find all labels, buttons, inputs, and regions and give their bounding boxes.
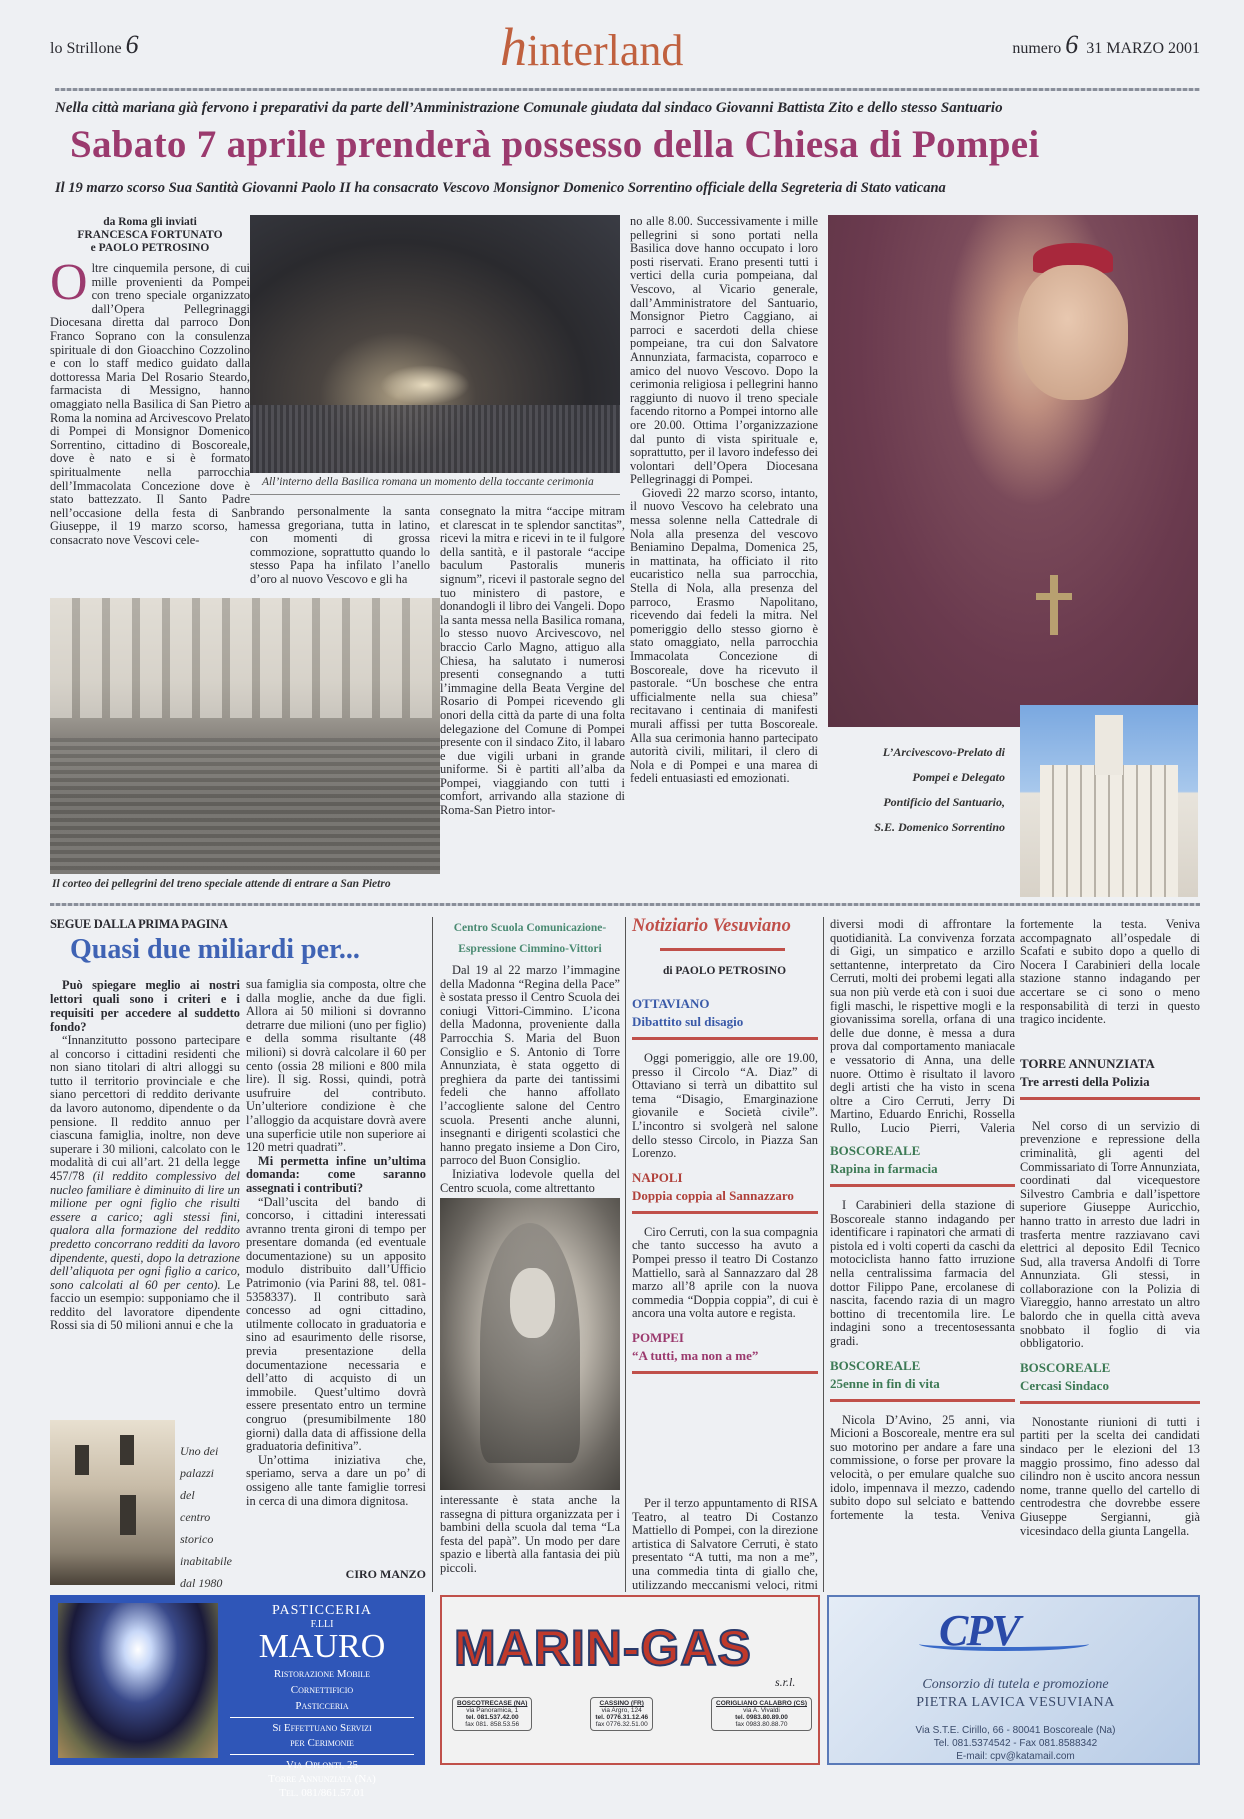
san-pietro-caption: Il corteo dei pellegrini del treno speciale attende di entrare a San Pietro	[52, 878, 391, 890]
madonna-veil	[480, 1223, 580, 1463]
steps	[50, 738, 440, 874]
issue-number: 6	[1065, 30, 1079, 59]
ad-cpv[interactable]	[827, 1595, 1200, 1765]
quasi-col-1: Può spiegare meglio ai nostri lettori quali sono i criteri e i requisiti per accedere al suddetto fondo? “Innanzitutto possono partecipare al concorso i cittadini residenti che non siano titolari di altri alloggi su tutto il territorio provinciale e che siano percettori di reddito derivante da lavoro autonomo, dipendente o da pensione. Il reddito annuo per ciascuna famiglia, inoltre, non deve superare i 30 milioni, calcolato con le modalità di cui all’art. 21 della legge 457/78 (il reddito complessivo del nucleo familiare è diminuito di lire un milione per ogni figlio che risulti essere a carico; agli stessi fini, qualora alla formazione del reddito predetto concorrano redditi da lavoro dipendente, questi, dopo la detrazione dell’aliquota per ogni figlio a carico, sono calcolati al 60 per cento). Le faccio un esempio: supponiamo che il reddito del lavoratore dipendente Rossi sia di 50 milioni annui e che la	[50, 978, 240, 1333]
branch-cassino: CASSINO (FR) via Argro, 124 tel. 0776.31.12.46 fax 0776.32.51.00	[590, 1697, 653, 1731]
portrait-caption: L’Arcivescovo-Prelato di Pompei e Delegato Pontificio del Santuario, S.E. Domenico Sorrentino	[874, 745, 1005, 834]
col-divider-3	[823, 917, 824, 1592]
centro-body-2: interessante è stata anche la rassegna di pittura organizzata per i bambini della scuola dal tema “La festa del papà”. Un modo per dare spazio e libertà alla fantasia dei più piccoli.	[440, 1493, 620, 1575]
news-place: POMPEI	[632, 1329, 684, 1345]
crowd-area	[250, 405, 620, 473]
cpv-line-1: Consorzio di tutela e promozione	[922, 1677, 1109, 1692]
notiziario-col-c	[1020, 918, 1200, 1538]
palazzo-caption: Uno dei palazzi del centro storico inabitabile dal 1980	[180, 1444, 232, 1590]
news-rule	[1020, 1097, 1200, 1100]
mauro-brand: MAURO	[258, 1628, 386, 1665]
marin-branches	[452, 1697, 812, 1731]
news-rule	[632, 1211, 818, 1214]
door	[120, 1495, 136, 1535]
news-place: OTTAVIANO	[632, 996, 710, 1011]
branch-boscotrecase: BOSCOTRECASE (NA) via Panoramica, 1 tel. 081.537.42.00 fax 081. 858.53.56	[452, 1697, 532, 1731]
mauro-text: PASTICCERIA F.LLI MAURO Ristorazione Mobile Cornettificio Pasticceria Si Effettuano Servizi per Cerimonie Via Oplonti, 25 Torre Annunziata (Na) Tel. 081/861.57.01	[222, 1603, 422, 1800]
marin-gas-logo: MARIN-GAS	[454, 1620, 752, 1676]
centro-body-1: Dal 19 al 22 marzo l’immagine della Madonna “Regina della Pace” è sostata presso il Centro Scuola dei coniugi Vittori-Cimmino. L’icona della Madonna, proveniente dalla Parrocchia S. Maria del Buon Consiglio e S. Antonio di Torre Annunziata, è stata oggetto di preghiera da parte dei tantissimi fedeli che hanno affollato l’accogliente salone del Centro scuola. Presenti anche alunni, insegnanti e dirigenti scolastici che hanno pregato insieme a Don Ciro, parroco del Buon Consiglio. Iniziativa lodevole quella del Centro scuola, come altrettanto	[440, 963, 620, 1195]
section-divider	[50, 903, 1200, 906]
paper-name: lo Strillone 6	[50, 30, 139, 59]
lead-kicker: Nella città mariana già fervono i preparativi da parte dell’Amministrazione Comunale giudata dal sindaco Giovanni Battista Zito e dello stesso Santuario	[55, 100, 1003, 116]
ad-pasticceria-mauro[interactable]	[50, 1595, 425, 1799]
masthead-rule	[55, 88, 1200, 91]
palazzo-photo	[50, 1420, 175, 1585]
cpv-logo: CPV	[939, 1606, 1019, 1655]
news-headline: Rapina in farmacia	[830, 1161, 938, 1176]
news-place: BOSCOREALE	[830, 1357, 921, 1373]
san-pietro-photo	[50, 598, 440, 874]
news-rule	[830, 1399, 1015, 1402]
lead-col-3: consegnato la mitra “accipe mitram et clarescat in te splendor sanctitas”, ricevi la mitra e ricevi in te il fulgore della santità, e il pastorale “accipe baculum Pastoralis muneris signum”, ricevi il pastorale segno del tuo ministero di pastore, e donandogli il libro dei Vangeli. Dopo la santa messa nella Basilica romana, lo stesso nuovo Arcivescovo, nel braccio Carlo Magno, attiguo alla Chiesa, ha salutato i numerosi presenti consegnando a tutti l’immagine della Beata Vergine del Rosario di Pompei ricevendo gli onori della città da parte di una folta delegazione del Comune di Pompei presente con il sindaco Zito, il labaro e due vigili urbani in grande uniforme. Si è partiti all’alba da Pompei, viaggiando con tutti i comfort, arrivando alla stazione di Roma-San Pietro intor-	[440, 504, 625, 818]
basilica-caption: All’interno della Basilica romana un momento della toccante cerimonia	[262, 476, 594, 488]
archbishop-portrait	[828, 215, 1198, 727]
window-1	[75, 1445, 89, 1475]
news-headline: 25enne in fin di vita	[830, 1375, 940, 1391]
cpv-address: Via S.T.E. Cirillo, 66 - 80041 Boscoreale (Na)	[915, 1725, 1116, 1736]
col-divider-1	[432, 917, 433, 1592]
face	[1018, 265, 1128, 400]
notiziario-col-b	[830, 918, 1015, 1522]
ad-marin-gas[interactable]	[440, 1595, 820, 1765]
lead-byline: da Roma gli inviati FRANCESCA FORTUNATO e PAOLO PETROSINO	[77, 216, 223, 254]
cake-photo	[58, 1603, 218, 1758]
news-place: TORRE ANNUNZIATA	[1020, 1055, 1155, 1071]
cpv-logo-swoosh	[919, 1637, 1089, 1651]
bell-tower	[1095, 715, 1123, 775]
branch-corigliano: CORIGLIANO CALABRO (CS) via A. Vivaldi tel. 0983.80.89.00 fax 0983.80.88.70	[711, 1697, 812, 1731]
cpv-phone: Tel. 081.5374542 - Fax 081.8588342	[933, 1738, 1098, 1749]
news-headline: Tre arresti della Polizia	[1020, 1073, 1150, 1089]
altar-light	[380, 365, 470, 405]
news-place: BOSCOREALE	[1020, 1359, 1111, 1375]
quasi-col-2: sua famiglia sia composta, oltre che dalla moglie, anche da due figli. Allora ai 50 milioni si dovranno detrarre due milioni (uno per figlio) e della somma risultante (48 milioni) si dovrà calcolare il 60 per cento (ossia 28 milioni e 800 mila lire). Il sig. Rossi, quindi, potrà usufruire del contributo. Un’ulteriore condizione è che l’alloggio da acquistare dovrà avere una superficie utile non superiore ai 120 metri quadrati”. Mi permetta infine un’ultima domanda: come saranno assegnati i contributi? “Dall’uscita del bando di concorso, i cittadini interessati avranno trenta gironi di tempo per presentare domanda (ed eventuale documentazione) su un apposito modulo distribuito dall’Ufficio Patrimonio (via Parini 88, tel. 081-5358337). Il contributo sarà concesso ad ogni cittadino, utilmente collocato in graduatoria e sino ad esaurimento delle risorse, previa presentazione della documentazione necessaria e dell’atto di acquisto di un immobile. Quest’ultimo dovrà essere presentato entro un termine congruo (presumibilmente 180 giorni) dalla data di affissione della graduatoria definitiva”. Un’ottima iniziativa che, speriamo, serva a dare un po’ di ossigeno alle tante famiglie torresi in cerca di una dimora dignitosa.	[246, 977, 426, 1508]
notiziario-byline: di PAOLO PETROSINO	[662, 965, 787, 977]
news-item-boscoreale-sindaco: BOSCOREALE Cercasi Sindaco Nonostante riunioni di tutti i partiti per la scelta dei candidati sindaco per le elezioni del 13 maggio prossimo, fino adesso dal cilindro non è uscito ancora nessun nome, tranne quello del cartello di centrodestra che dovrebbe essere Giuseppe Sergianni, già vicesindaco della giunta Langella.	[1020, 1359, 1200, 1538]
facade	[1040, 765, 1178, 897]
news-item-torre-annunziata: TORRE ANNUNZIATA Tre arresti della Polizia Nel corso di un servizio di prevenzione e repressione della criminalità, gli agenti del Commissariato di Torre Annunziata, coordinati dal vicequestore Silvestro Cambria e dall’ispettore superiore Giuseppe Auricchio, hanno tratto in arresto due ladri in trasferta mentre razziavano cavi elettrici al deposito Edil Tecnico Sud, alla traversa Andolfi di Torre Annunziata. Gli stessi, in collaborazione con la Polizia di Viareggio, hanno arrestato un altro balordo che in quella città aveva snobbato il foglio di via obbligatorio.	[1020, 1055, 1200, 1351]
portrait-caption-box	[835, 740, 1005, 870]
lead-col-1: Oltre cinquemila persone, di cui mille provenienti da Pompei con treno speciale organizzato dall’Opera Pellegrinaggi Diocesana diretta dal parroco Don Franco Soprano con la consulenza spirituale di don Gioacchino Cozzolino e con lo staff medico guidato dalla dottoressa Maria Del Rosario Steardo, farmacista di Messigno, hanno omaggiato nella Basilica di San Pietro a Roma la nomina ad Arcivescovo Prelato di Pompei di Monsignor Domenico Sorrentino, cittadino di Boscoreale, dove è nato e si è formato spiritualmente nella parrocchia dell’Immacolata Concezione dove è stato battezzato. Il Santo Padre nell’occasione della festa di San Giuseppe, il 19 marzo scorso, ha consacrato nove Vescovi cele-	[50, 254, 250, 547]
quasi-title: Quasi due miliardi per...	[70, 934, 360, 965]
lead-subtitle: Il 19 marzo scorso Sua Santità Giovanni Paolo II ha consacrato Vescovo Monsignor Domenico Sorrentino officiale della Segreteria di Stato vaticana	[55, 180, 946, 196]
caption-rule	[250, 494, 620, 495]
quasi-author: CIRO MANZO	[345, 1567, 426, 1581]
issue-date: 31 MARZO 2001	[1086, 40, 1200, 57]
basilica-photo	[250, 215, 620, 473]
pompei-body-part1: Per il terzo appuntamento di RISA Teatro, al teatro Di Costanzo Mattiello di Pompei, con la direzione artistica di Salvatore Cerruti, è stato presentato “A tutti, ma non a me”, una commedia tinta di giallo che, utilizzando meccanismi veloci, ritmi	[632, 1497, 818, 1591]
cpv-email[interactable]: E-mail: cpv@katamail.com	[956, 1751, 1075, 1762]
notiziario-title-rule	[660, 948, 785, 951]
madonna-face	[510, 1268, 555, 1338]
news-item-boscoreale-25enne: BOSCOREALE 25enne in fin di vita Nicola D’Avino, 25 anni, via Micioni a Boscoreale, mentre era sul suo motorino per andare a fare una commissione, o forse per provare la velocità, o per emulare qualche suo idolo, impennava il mezzo, cadendo subito dopo sul selciato e battendo fortemente la testa. Veniva	[830, 1357, 1015, 1522]
pompei-body-part2: diversi modi di affrontare la quotidianità. La convivenza forzata di Gigi, un simpatico e arzillo settantenne, interpretato da Ciro Cerruti, molti dei probemi legati alla sua non più verde età con i suoi due figli maschi, le rispettive mogli e la giovanissima sorella, orfana di una delle due donne, è messa a dura prova dal comportamento maniacale e vessatorio di Anna, una delle nuore. Ottimo è risultato il lavoro degli artisti che ha visto in scena oltre a Ciro Cerruti, Jerry Di Martino, Eduardo Enrichi, Rossella Rullo, Lucio Pierri, Valeria	[830, 918, 1015, 1135]
lead-col-2: brando personalmente la santa messa gregoriana, tutta in latino, con momenti di grossa commozione, soprattutto quando lo stesso Papa ha infilato l’anello d’oro al nuovo Vescovo e gli ha	[250, 504, 430, 586]
issue-info: numero 6 31 MARZO 2001	[1012, 30, 1200, 59]
news-place: NAPOLI	[632, 1169, 683, 1185]
pectoral-cross	[1050, 575, 1058, 635]
news-headline: Doppia coppia al Sannazzaro	[632, 1187, 794, 1203]
lead-title: Sabato 7 aprile prenderà possesso della Chiesa di Pompei	[70, 123, 1040, 166]
news-rule	[632, 1371, 818, 1374]
window-2	[120, 1435, 134, 1465]
25enne-body-cont: fortemente la testa. Veniva accompagnato all’ospedale di Scafati e subito dopo a quello di Nocera I Carabinieri della locale stazione stanno indagando per accertare se ci sono o meno responsabilità di terzi in questo tragico incidente.	[1020, 917, 1200, 1027]
page-number-left: 6	[125, 30, 139, 59]
news-place: BOSCOREALE	[830, 1143, 921, 1158]
centro-title: Centro Scuola Comunicazione- Espressione Cimmino-Vittori	[453, 922, 607, 955]
news-headline: Dibattito sul disagio	[632, 1014, 744, 1029]
pectoral-cross-bar	[1036, 593, 1072, 600]
drop-cap: O	[50, 254, 88, 311]
news-item-pompei	[632, 1329, 818, 1374]
notiziario-title: Notiziario Vesuviano	[632, 916, 791, 936]
pompei-sanctuary-photo	[1020, 705, 1198, 897]
news-item-ottaviano: OTTAVIANO Dibattito sul disagio Oggi pomeriggio, alle ore 19.00, presso il Circolo “A. Diaz” di Ottaviano si terrà un dibattito sul tema “Disagio, Emarginazione giovanile e Società civile”. L’incontro si svolgerà nel salone dello stesso Circolo, in Piazza San Lorenzo.	[632, 996, 818, 1161]
masthead	[50, 17, 1200, 82]
columns	[50, 598, 440, 718]
news-headline: “A tutti, ma non a me”	[632, 1347, 759, 1363]
news-rule	[1020, 1401, 1200, 1404]
lead-col-4: no alle 8.00. Successivamente i mille pellegrini si sono portati nella Basilica dove hanno occupato i loro posti riservati. Erano presenti tutti i vertici della curia pompeiana, dal Vescovo, al Vicario generale, dall’Amministratore del Santuario, Monsignor Pietro Caggiano, ai parroci e sacerdoti della chiese pompeiane, tra cui don Salvatore Annunziata, farmacista, coparroco e amico del nuovo Vescovo. Dopo la cerimonia religiosa i pellegrini hanno raggiunto di nuovo il treno speciale facendo ritorno a Pompei intorno alle ore 20.00. Ottima l’organizzazione dal punto di vista spirituale e, soprattutto, per il lavoro indefesso dei volontari dell’Opera Diocesana Pellegrinaggi di Pompei. Giovedì 22 marzo scorso, intanto, il nuovo Vescovo ha celebrato una messa solenne nella Cattedrale di Nola alla presenza del vescovo Beniamino Depalma, Domenica 25, in mattinata, ha officiato il rito eucaristico nella sua parrocchia, Stella di Nola, alla presenza del parroco, Erasmo Napolitano, ricevendo dai fedeli la mitra. Nel pomeriggio dello stesso giorno è stato omaggiato, nella parrocchia Immacolata Concezione di Boscoreale, dove ha ricevuto il pastorale. “Un boschese che entra ufficialmente nella sua chiesa” recitavano i centinaia di manifesti murali affissi per tutta Boscoreale. Alla sua cerimonia hanno partecipato autorità civili, militari, il clero di Nola e di Pompei e una marea di fedeli entuasiasti ed emozionati.	[630, 214, 818, 786]
notiziario-col-a	[632, 995, 818, 1386]
news-rule	[632, 1037, 818, 1040]
cpv-line-2: PIETRA LAVICA VESUVIANA	[916, 1695, 1115, 1710]
news-headline: Cercasi Sindaco	[1020, 1377, 1109, 1393]
quasi-kicker: SEGUE DALLA PRIMA PAGINA	[50, 917, 228, 931]
news-rule	[830, 1184, 1015, 1187]
madonna-photo	[440, 1198, 620, 1490]
col-divider-2	[625, 917, 626, 1592]
news-item-boscoreale-rapina: BOSCOREALE Rapina in farmacia I Carabinieri della stazione di Boscoreale stanno indagando per identificare i rapinatori che armati di pistola ed i volti coperti da caschi da motociclista hanno fatto irruzione nella centralissima farmacia del dottor Filippo Pane, ercolanese di nascita, facendo razia di un magro bottino di trecentomila lire. Le indagini sono a trecentosessanta gradi.	[830, 1143, 1015, 1348]
section-title: hinterland	[500, 17, 684, 77]
news-item-napoli: NAPOLI Doppia coppia al Sannazzaro Ciro Cerruti, con la sua compagnia che tanto successo ha avuto a Pompei presso il teatro Di Costanzo Mattiello, sarà al Sannazzaro dal 28 marzo all’8 aprile con la nuova commedia “Doppia coppia”, di cui è ancora una volta autore e regista.	[632, 1169, 818, 1321]
marin-gas-suffix: s.r.l.	[775, 1675, 796, 1689]
